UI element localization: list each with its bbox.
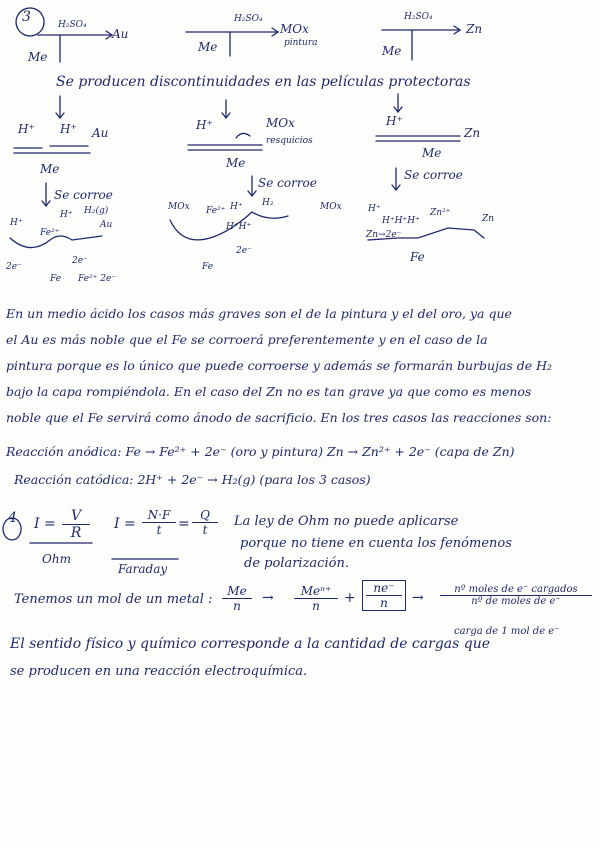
faraday-fraction-1 (142, 508, 176, 537)
ohm-note-3: de polarización. (244, 556, 349, 571)
mol-e-den: n (380, 596, 388, 610)
mol-arrow-glyph: → (262, 590, 274, 606)
ohm-numerator: V (62, 508, 90, 525)
det-mid-e: 2e⁻ (236, 246, 252, 256)
pintura-label: pintura (284, 38, 318, 48)
mol-arrow-2-glyph: → (412, 590, 424, 606)
det-mid-fe2: Fe²⁺ (206, 206, 226, 216)
ohm-note-1: La ley de Ohm no puede aplicarse (234, 514, 459, 529)
faraday-lhs: I = (114, 516, 136, 532)
paragraph-line-5: noble que el Fe servirá como ánodo de sacrificio. En los tres casos las reacciones son: (6, 410, 552, 425)
mox-label: MOx (280, 22, 309, 36)
paragraph-line-3: pintura porque es lo único que puede corroerse y además se formarán burbujas de H₂ (6, 358, 553, 373)
mol-e-num: ne⁻ (366, 581, 402, 596)
det-right-hh: H⁺H⁺H⁺ (382, 216, 420, 226)
mid-h-2: H⁺ (60, 122, 77, 136)
ratio-den: nº de moles de e⁻ (471, 596, 561, 607)
det-left-fe: Fe (50, 274, 62, 284)
mol-me-fraction (222, 584, 252, 613)
det-left-h2: H⁺ (60, 210, 73, 220)
mid-zn: Zn (464, 126, 481, 140)
ratio-num: nº moles de e⁻ cargados (440, 584, 592, 596)
zn-label: Zn (466, 22, 483, 36)
mid-h-1: H⁺ (18, 122, 35, 136)
mid-mox: MOx (266, 116, 295, 130)
det-mid-fe: Fe (202, 262, 214, 272)
mid-au: Au (92, 126, 109, 140)
det-mid-mox1: MOx (168, 202, 190, 212)
det-left-e1: 2e⁻ (6, 262, 22, 272)
ohm-denominator: R (70, 525, 82, 541)
faraday-label: Faraday (118, 562, 168, 576)
mol-men-num: Meⁿ⁺ (294, 584, 338, 599)
mid-resquicios: resquicios (266, 136, 313, 146)
ohm-note-2: porque no tiene en cuenta los fenómenos (240, 536, 512, 551)
corroe-2: Se corroe (258, 176, 317, 190)
det-left-h1: H⁺ (10, 218, 23, 228)
reaccion-anodica: Reacción anódica: Fe → Fe²⁺ + 2e⁻ (oro y pintura) Zn → Zn²⁺ + 2e⁻ (capa de Zn) (6, 444, 515, 459)
det-left-e2: 2e⁻ (72, 256, 88, 266)
ohm-label: Ohm (42, 552, 71, 566)
mol-men-den: n (312, 599, 320, 613)
question-number-3: 3 (22, 9, 31, 25)
det-left-au: Au (100, 220, 113, 230)
mid-h-3: H⁺ (196, 118, 213, 132)
me-label-1: Me (28, 50, 48, 64)
corroe-1: Se corroe (54, 188, 113, 202)
det-mid-h2: H₂ (262, 198, 274, 208)
mol-plus: + (344, 590, 356, 606)
det-left-h2g: H₂(g) (84, 206, 109, 216)
det-right-fe: Fe (410, 250, 425, 264)
mid-me-2: Me (226, 156, 246, 170)
det-mid-mox2: MOx (320, 202, 342, 212)
det-right-zn2: Zn²⁺ (430, 208, 451, 218)
faraday-num2: Q (192, 508, 218, 523)
det-right-zne: Zn→2e⁻ (366, 230, 402, 240)
faraday-den2: t (202, 523, 208, 537)
mol-e-fraction (362, 580, 406, 611)
au-label: Au (112, 27, 129, 41)
mid-me-1: Me (40, 162, 60, 176)
ohm-lhs: I = (34, 516, 56, 532)
mol-me-num: Me (222, 584, 252, 599)
ohm-fraction (62, 508, 90, 541)
mol-men-fraction (294, 584, 338, 613)
reaccion-catodica: Reacción catódica: 2H⁺ + 2e⁻ → H₂(g) (para los 3 casos) (14, 472, 371, 487)
intro-line: Se producen discontinuidades en las películas protectoras (56, 74, 471, 90)
mid-me-3: Me (422, 146, 442, 160)
me-label-2: Me (198, 40, 218, 54)
det-mid-hhh: H⁺H⁺ (226, 222, 252, 232)
faraday-num1: N·F (142, 508, 176, 523)
faraday-eq: = (178, 516, 190, 532)
det-left-fe2: Fe²⁺ (40, 228, 60, 238)
corroe-3: Se corroe (404, 168, 463, 182)
paragraph-line-2: el Au es más noble que el Fe se corroerá preferentemente y en el caso de la (6, 332, 488, 347)
mid-h-4: H⁺ (386, 114, 403, 128)
faraday-fraction-2 (192, 508, 218, 537)
mol-intro: Tenemos un mol de un metal : (14, 592, 213, 607)
carga-label: carga de 1 mol de e⁻ (454, 626, 560, 637)
me-label-3: Me (382, 44, 402, 58)
det-right-zn: Zn (482, 214, 495, 224)
acid-label-3: H₂SO₄ (404, 12, 433, 22)
acid-label-2: H₂SO₄ (234, 14, 263, 24)
det-mid-h: H⁺ (230, 202, 243, 212)
final-line-1: El sentido físico y químico corresponde a la cantidad de cargas que (10, 636, 491, 652)
paragraph-line-4: bajo la capa rompiéndola. En el caso del Zn no es tan grave ya que como es menos (6, 384, 532, 399)
mol-ratio-fraction (440, 584, 592, 607)
question-number-4: 4 (8, 510, 17, 526)
paragraph-line-1: En un medio ácido los casos más graves son el de la pintura y el del oro, ya que (6, 306, 512, 321)
det-right-h: H⁺ (368, 204, 381, 214)
det-left-fereac: Fe²⁺ 2e⁻ (78, 274, 117, 284)
mol-me-den: n (233, 599, 241, 613)
acid-label-1: H₂SO₄ (58, 20, 87, 30)
final-line-2: se producen en una reacción electroquímica. (10, 664, 308, 679)
faraday-den1: t (156, 523, 162, 537)
